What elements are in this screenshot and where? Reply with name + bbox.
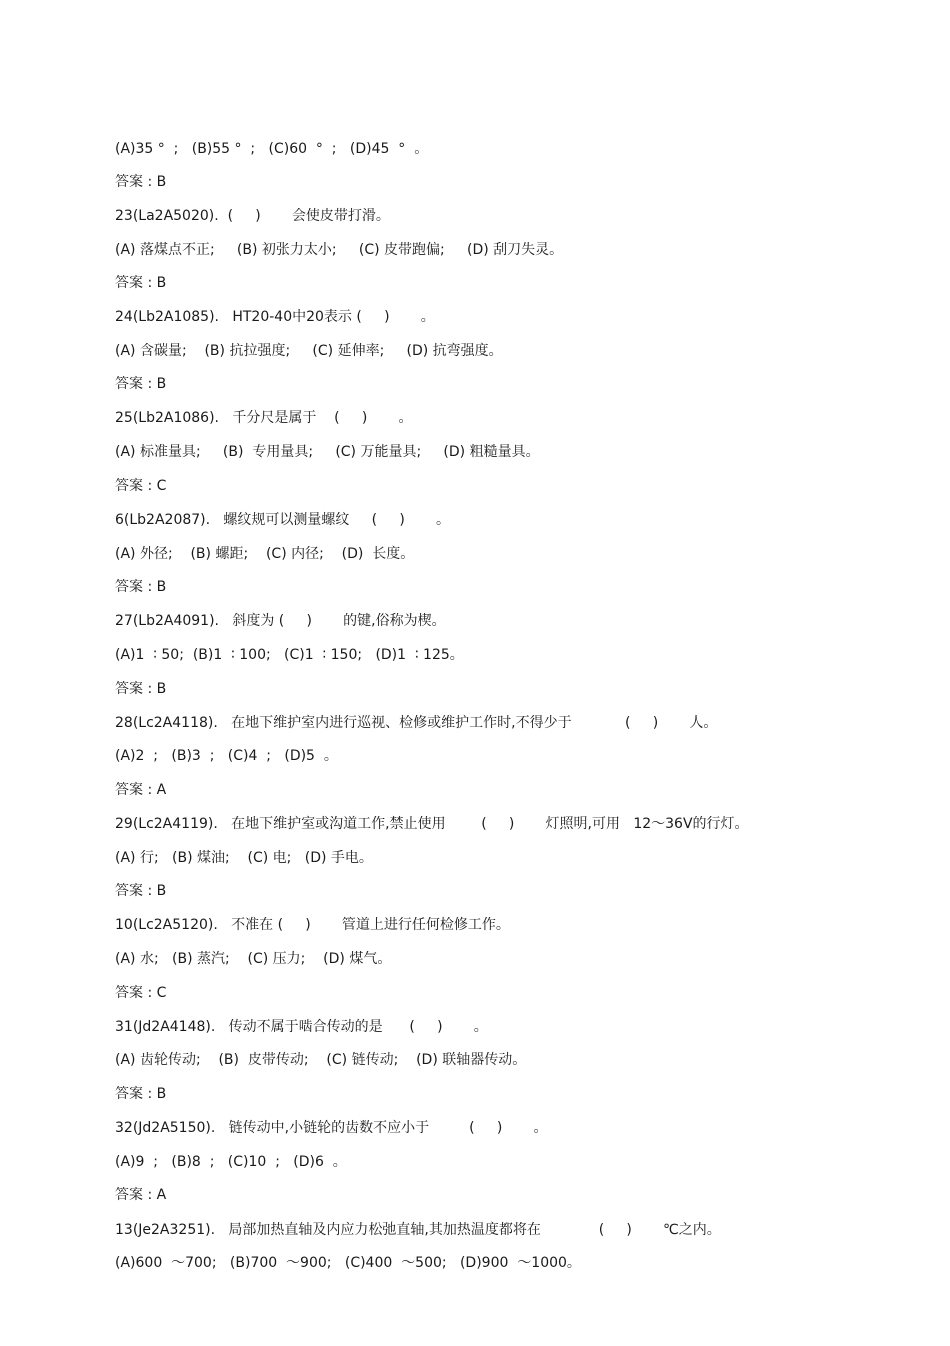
answer-line: 答案 : A	[115, 1187, 167, 1203]
answer-line: 答案 : C	[115, 985, 167, 1001]
answer-line: 答案 : B	[115, 174, 167, 190]
options-line: (A)35 ° ; (B)55 ° ; (C)60 ° ; (D)45 ° 。	[115, 141, 429, 157]
question-line: 24(Lb2A1085). HT20-40中20表示 ( ) 。	[115, 309, 435, 325]
answer-line: 答案 : B	[115, 275, 167, 291]
answer-line: 答案 : B	[115, 1086, 167, 1102]
options-line: (A) 齿轮传动; (B) 皮带传动; (C) 链传动; (D) 联轴器传动。	[115, 1052, 527, 1068]
answer-line: 答案 : A	[115, 782, 167, 798]
answer-line: 答案 : B	[115, 376, 167, 392]
question-line: 13(Je2A3251). 局部加热直轴及内应力松弛直轴,其加热温度都将在 ( ) ℃之内。	[115, 1222, 721, 1238]
options-line: (A) 含碳量; (B) 抗拉强度; (C) 延伸率; (D) 抗弯强度。	[115, 343, 503, 359]
question-line: 27(Lb2A4091). 斜度为 ( ) 的键,俗称为楔。	[115, 613, 446, 629]
options-line: (A) 标准量具; (B) 专用量具; (C) 万能量具; (D) 粗糙量具。	[115, 444, 540, 460]
answer-line: 答案 : C	[115, 478, 167, 494]
options-line: (A) 外径; (B) 螺距; (C) 内径; (D) 长度。	[115, 546, 415, 562]
options-line: (A) 水; (B) 蒸汽; (C) 压力; (D) 煤气。	[115, 951, 392, 967]
question-line: 28(Lc2A4118). 在地下维护室内进行巡视、检修或维护工作时,不得少于 ( ) 人。	[115, 715, 718, 731]
question-line: 23(La2A5020). ( ) 会使皮带打滑。	[115, 208, 390, 224]
options-line: (A)600 ～700; (B)700 ～900; (C)400 ～500; (D)900 ～1000。	[115, 1255, 581, 1271]
answer-line: 答案 : B	[115, 883, 167, 899]
options-line: (A) 落煤点不正; (B) 初张力太小; (C) 皮带跑偏; (D) 刮刀失灵。	[115, 242, 564, 258]
question-line: 29(Lc2A4119). 在地下维护室或沟道工作,禁止使用 ( ) 灯照明,可用 12～36V的行灯。	[115, 816, 749, 832]
question-line: 32(Jd2A5150). 链传动中,小链轮的齿数不应小于 ( ) 。	[115, 1120, 548, 1136]
question-line: 31(Jd2A4148). 传动不属于啮合传动的是 ( ) 。	[115, 1019, 488, 1035]
options-line: (A) 行; (B) 煤油; (C) 电; (D) 手电。	[115, 850, 373, 866]
options-line: (A)9 ; (B)8 ; (C)10 ; (D)6 。	[115, 1154, 347, 1170]
answer-line: 答案 : B	[115, 579, 167, 595]
answer-line: 答案 : B	[115, 681, 167, 697]
question-line: 10(Lc2A5120). 不准在 ( ) 管道上进行任何检修工作。	[115, 917, 510, 933]
question-line: 25(Lb2A1086). 千分尺是属于 ( ) 。	[115, 410, 413, 426]
question-line: 6(Lb2A2087). 螺纹规可以测量螺纹 ( ) 。	[115, 512, 451, 528]
options-line: (A)1 ∶ 50; (B)1 ∶ 100; (C)1 ∶ 150; (D)1 ∶ 125。	[115, 647, 464, 663]
options-line: (A)2 ; (B)3 ; (C)4 ; (D)5 。	[115, 748, 338, 764]
